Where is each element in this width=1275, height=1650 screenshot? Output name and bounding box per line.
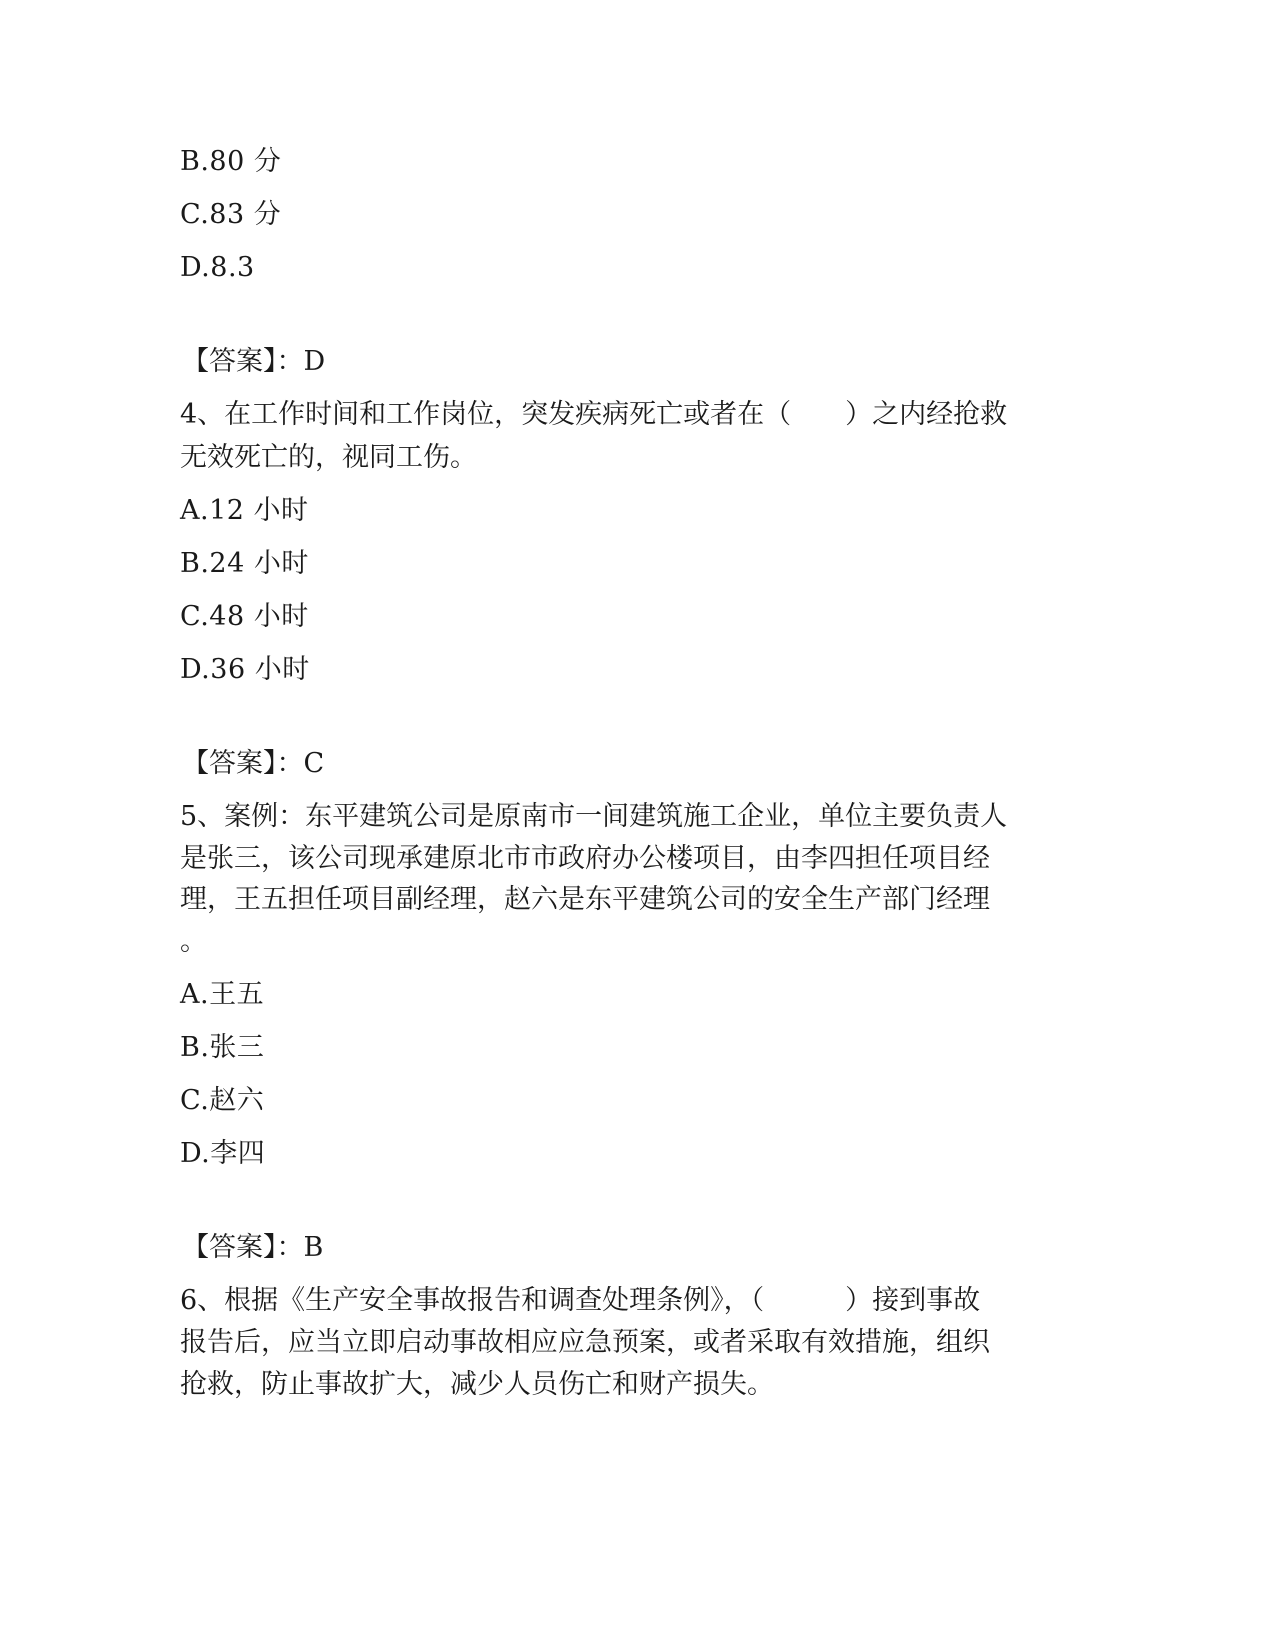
answer: 【答案】：C bbox=[182, 748, 325, 779]
question-stem-line: 无效死亡的，视同工伤。 bbox=[180, 442, 477, 473]
answer: 【答案】：B bbox=[182, 1232, 324, 1263]
question-stem-line: 6、根据《生产安全事故报告和调查处理条例》，（ ）接到事故 bbox=[180, 1285, 981, 1316]
option-b: B.80 分 bbox=[180, 146, 282, 177]
option-b: B.张三 bbox=[180, 1032, 265, 1063]
option-a: A.12 小时 bbox=[180, 495, 309, 526]
question-stem-line: 是张三，该公司现承建原北市市政府办公楼项目，由李四担任项目经 bbox=[180, 843, 990, 874]
option-a: A.王五 bbox=[180, 979, 265, 1010]
question-stem-line: 。 bbox=[180, 926, 207, 957]
question-stem-line: 5、案例：东平建筑公司是原南市一间建筑施工企业，单位主要负责人 bbox=[180, 801, 1008, 832]
option-d: D.李四 bbox=[180, 1138, 266, 1169]
option-d: D.8.3 bbox=[180, 252, 255, 283]
option-b: B.24 小时 bbox=[180, 548, 309, 579]
option-d: D.36 小时 bbox=[180, 654, 310, 685]
option-c: C.83 分 bbox=[180, 199, 282, 230]
question-stem-line: 抢救，防止事故扩大，减少人员伤亡和财产损失。 bbox=[180, 1369, 774, 1400]
question-stem-line: 理，王五担任项目副经理，赵六是东平建筑公司的安全生产部门经理 bbox=[180, 884, 990, 915]
option-c: C.赵六 bbox=[180, 1085, 265, 1116]
answer: 【答案】：D bbox=[182, 346, 326, 377]
option-c: C.48 小时 bbox=[180, 601, 309, 632]
question-stem-line: 报告后，应当立即启动事故相应应急预案，或者采取有效措施，组织 bbox=[180, 1327, 990, 1358]
question-stem-line: 4、在工作时间和工作岗位，突发疾病死亡或者在（ ）之内经抢救 bbox=[180, 399, 1008, 430]
